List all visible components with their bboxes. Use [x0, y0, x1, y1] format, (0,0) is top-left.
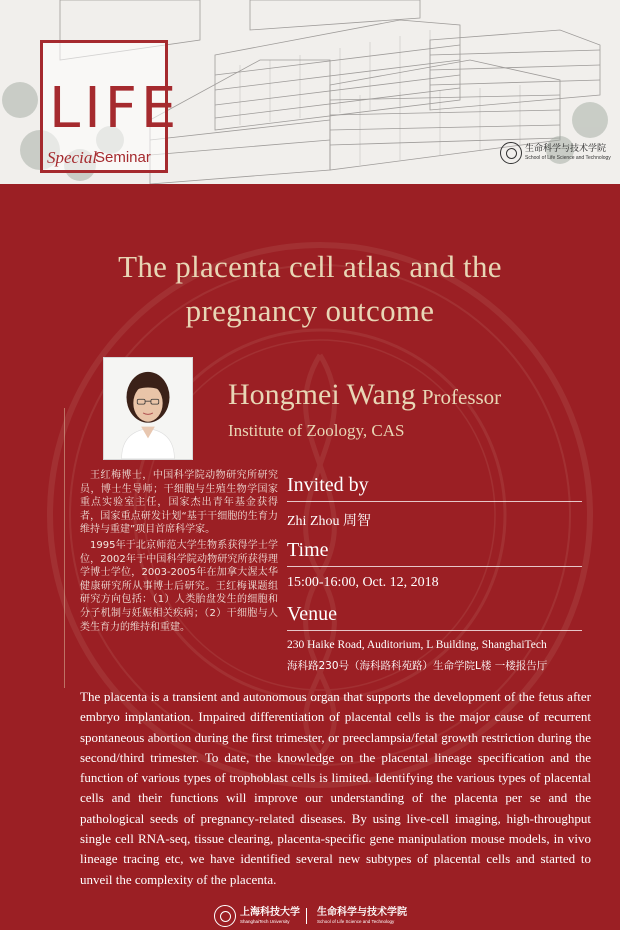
- talk-abstract: The placenta is a transient and autonomous organ that supports the development of the fetus after embryo implantation. Impaired differentiation of placental cells is the major cause of recurrent spontaneous abortion during the first trimester, or preeclampsia/fetal growth restriction during the second/third trimester. To date, the knowledge on the placental lineage specification and the function of various types of trophoblast cells is limited. Identifying the various types of placental cells and their functions will improve our understanding of the placenta per se and the pathological seeds of pregnancy-related diseases. By using live-cell imaging, high-throughput single cell RNA-seq, tissue clearing, placenta-specific gene manipulation mouse models, in vivo lineage tracing etc, we have identified several new subtypes of placental cells and started to unveil the complexity of the placenta.: [80, 689, 591, 887]
- bio-paragraph-2: 1995年于北京师范大学生物系获得学士学位，2002年于中国科学院动物研究所获得理学博士学位，2003-2005年在加拿大渥太华健康研究所从事博士后研究。王红梅课题组研究方向包括：（1）人类胎盘发生的细胞和分子机制与妊娠相关疾病；（2）干细胞与人类生育力的维持和重建。: [80, 539, 278, 633]
- school-logo-top: [500, 142, 611, 164]
- speaker-title: Professor: [421, 385, 502, 409]
- venue-address-cn: 海科路230号（海科路科苑路）生命学院L楼 一楼报告厅: [287, 660, 548, 672]
- decorative-vertical-line: [64, 408, 65, 688]
- logo-special-word: Special: [47, 148, 98, 167]
- footer-divider: [306, 908, 307, 924]
- footer-school-en: School of Life Science and Technology: [317, 918, 395, 924]
- speaker-photo: [103, 357, 193, 460]
- shanghaitech-seal-icon: [214, 905, 236, 927]
- speaker-name-line: [228, 378, 501, 412]
- logo-underline: [47, 170, 163, 172]
- school-name-cn: 生命科学与技术学院: [525, 144, 607, 154]
- time-section: [287, 539, 587, 591]
- school-seal-icon: [500, 142, 522, 164]
- logo-life-word: LIFE: [49, 76, 181, 141]
- invited-by-label: Invited by: [287, 474, 582, 502]
- invited-by-section: [287, 474, 587, 530]
- venue-address-en: 230 Haike Road, Auditorium, L Building, ShanghaiTech: [287, 639, 547, 651]
- speaker-institute: Institute of Zoology, CAS: [228, 421, 405, 440]
- venue-label: Venue: [287, 603, 582, 631]
- logo-seminar-word: Seminar: [95, 149, 151, 166]
- speaker-portrait-image: [104, 358, 192, 459]
- talk-title-line-1: The placenta cell atlas and the: [118, 249, 502, 284]
- footer-logos: [214, 905, 407, 927]
- header-banner: [0, 0, 620, 184]
- school-name-en: School of Life Science and Technology: [525, 155, 611, 161]
- footer-university-en: ShanghaiTech University: [240, 918, 290, 924]
- bio-paragraph-1: 王红梅博士，中国科学院动物研究所研究员，博士生导师；干细胞与生殖生物学国家重点实验室主任，国家杰出青年基金获得者，国家重点研发计划“基于干细胞的生育力维持与重建”项目首席科学家。: [80, 470, 278, 536]
- invited-by-value: Zhi Zhou 周智: [287, 514, 371, 529]
- life-seminar-logo: [40, 40, 181, 173]
- footer-university-cn: 上海科技大学: [240, 906, 300, 918]
- talk-title-line-2: pregnancy outcome: [185, 293, 435, 328]
- speaker-bio: [80, 469, 278, 636]
- speaker-name: Hongmei Wang: [228, 378, 416, 411]
- footer-school-cn: 生命科学与技术学院: [317, 906, 407, 918]
- talk-title: [20, 245, 600, 333]
- venue-section: [287, 603, 587, 673]
- time-value: 15:00-16:00, Oct. 12, 2018: [287, 575, 439, 590]
- time-label: Time: [287, 539, 582, 567]
